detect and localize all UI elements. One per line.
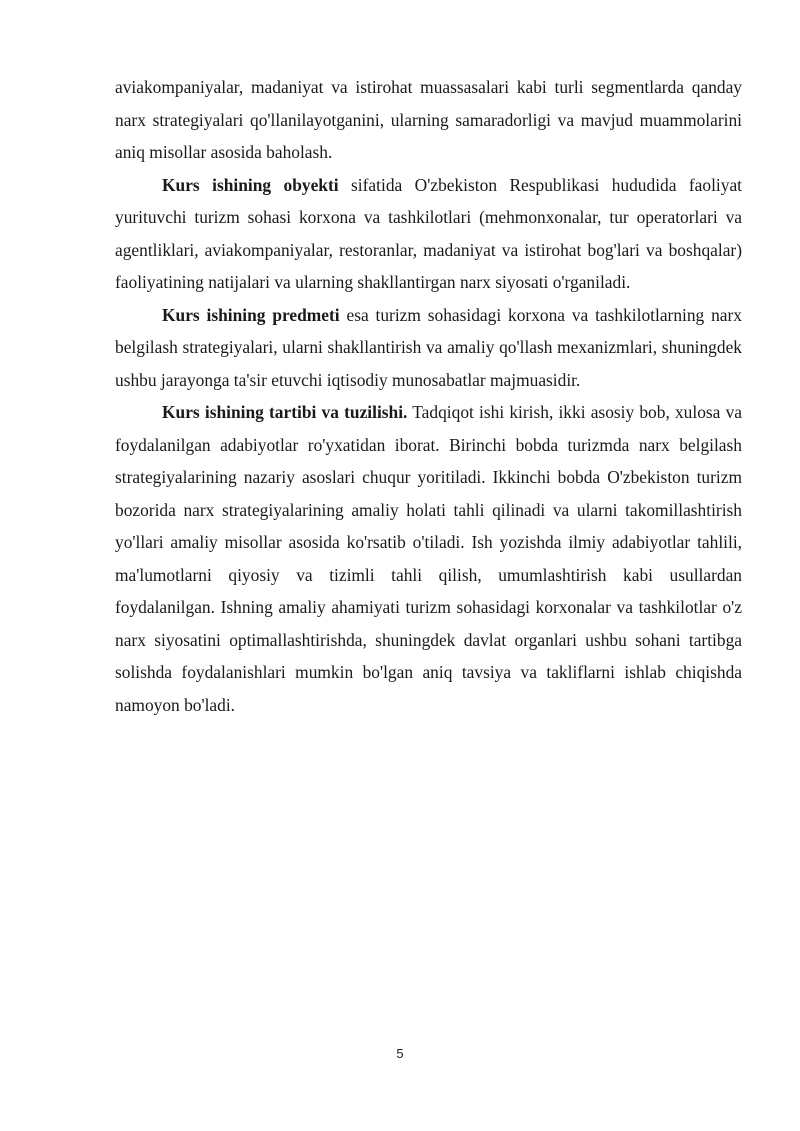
- page-number: 5: [396, 1046, 404, 1061]
- paragraph-text: esa turizm sohasidagi korxona va tashkilotlarning narx belgilash strategiyalari, ularni shakllantirish va amaliy qo'llash mexanizmlari, shuningdek ushbu jarayonga ta'sir etuvchi iqtisodiy munosabatlar majmuasidir.: [115, 304, 742, 390]
- paragraph-heading: Kurs ishining obyekti: [162, 174, 339, 195]
- paragraph-heading: Kurs ishining predmeti: [162, 304, 340, 325]
- paragraph-heading: Kurs ishining tartibi va tuzilishi.: [162, 402, 408, 422]
- paragraph-subject: [115, 299, 742, 397]
- paragraph-object: [115, 169, 742, 299]
- paragraph-text: sifatida O'zbekiston Respublikasi hududida faoliyat yurituvchi turizm sohasi korxona va tashkilotlari (mehmonxonalar, tur operatorlari va agentliklari, aviakompaniyalar, restoranlar, madaniyat va istirohat bog'lari va boshqalar) faoliyatining natijalari va ularning shakllantirgan narx siyosati o'rganiladi.: [115, 174, 742, 292]
- body-text: [115, 71, 742, 721]
- paragraph-text: Tadqiqot ishi kirish, ikki asosiy bob, xulosa va foydalanilgan adabiyotlar ro'yxatidan iborat. Birinchi bobda turizmda narx belgilash strategiyalarining nazariy asoslari chuqur yoritiladi. Ikkinchi bobda O'zbekiston turizm bozorida narx strategiyalarining amaliy holati tahli qilinadi va ularni takomillashtirish yo'llari amaliy misollar asosida ko'rsatib o'tiladi. Ish yozishda ilmiy adabiyotlar tahlili, ma'lumotlarni qiyosiy va tizimli tahli qilish, umumlashtirish kabi usullardan foydalanilgan. Ishning amaliy ahamiyati turizm sohasidagi korxonalar va tashkilotlar o'z narx siyosatini optimallashtirishda, shuningdek davlat organlari ushbu sohani tartibga solishda foydalanishlari mumkin bo'lgan aniq tavsiya va takliflarni ishlab chiqishda namoyon bo'ladi.: [115, 402, 742, 715]
- paragraph-continuation: [115, 71, 742, 169]
- paragraph-structure: [115, 396, 742, 721]
- paragraph-text: aviakompaniyalar, madaniyat va istirohat muassasalari kabi turli segmentlarda qanday narx strategiyalari qo'llanilayotganini, ularning samaradorligi va mavjud muammolarini aniq misollar asosida baholash.: [115, 77, 742, 162]
